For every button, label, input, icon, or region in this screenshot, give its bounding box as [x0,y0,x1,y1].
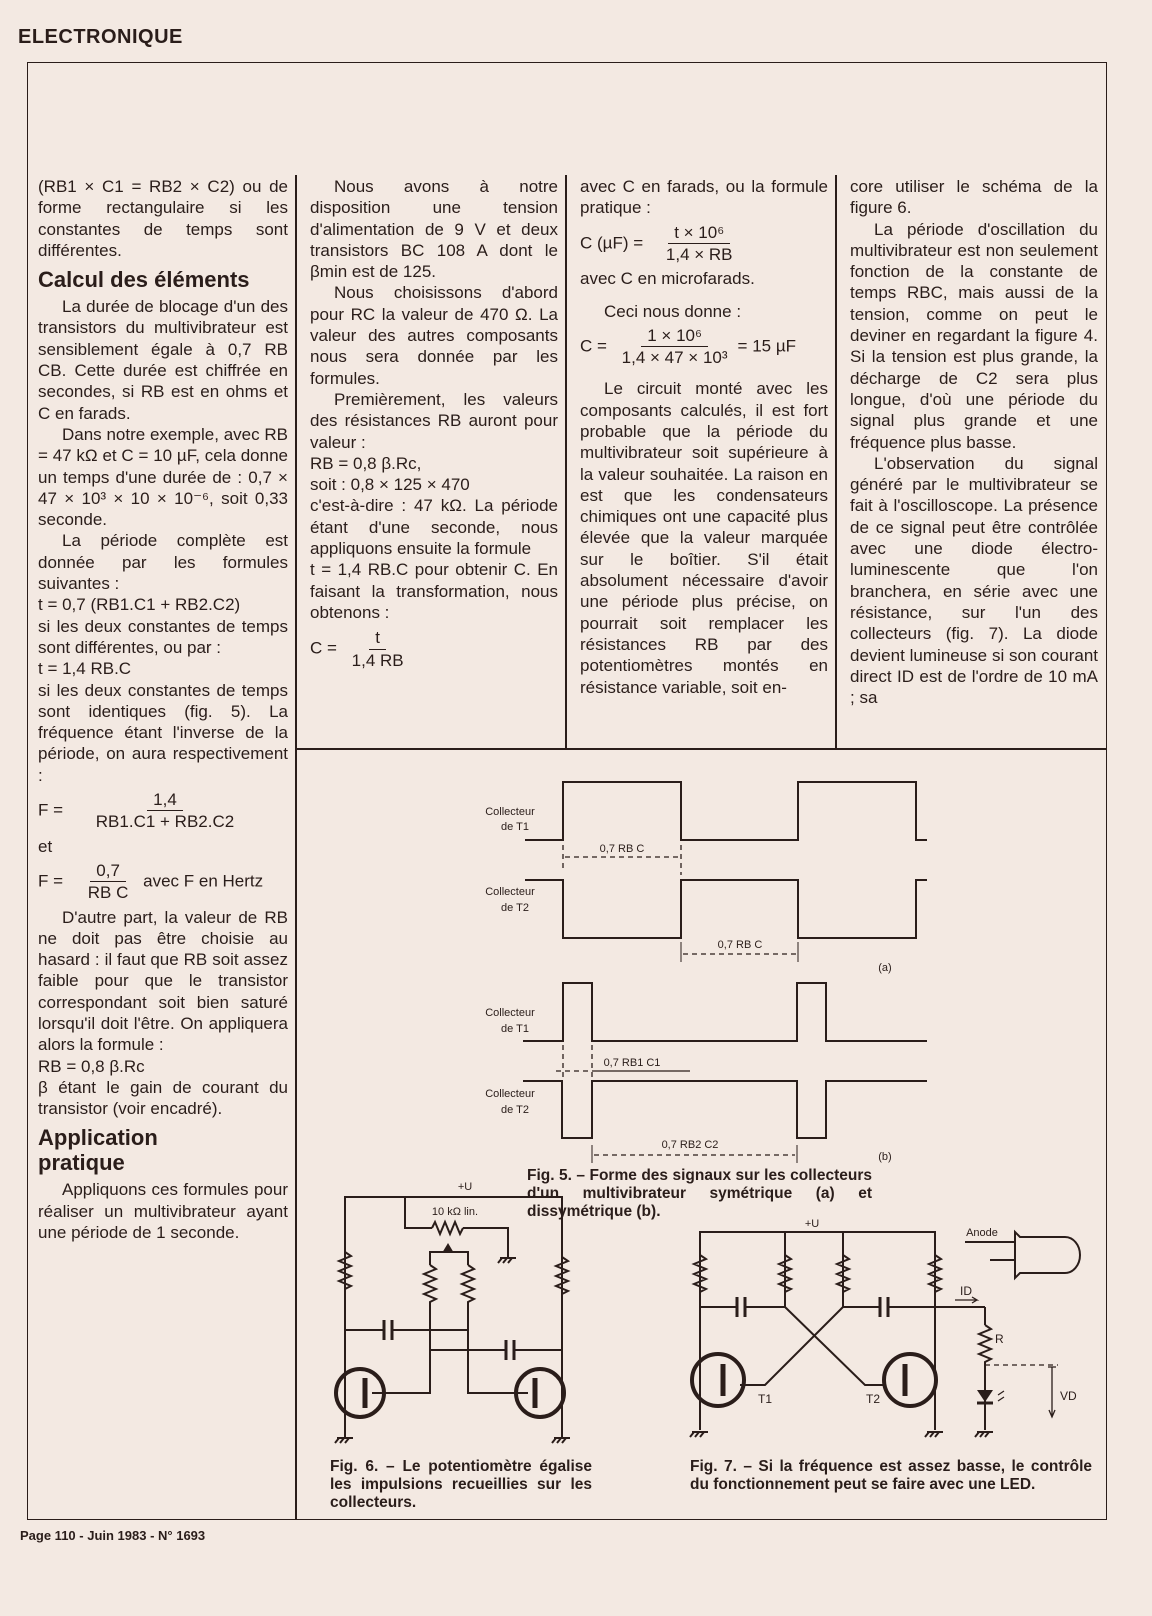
label-collecteur: Collecteur [485,886,535,898]
fig7-caption: Fig. 7. – Si la fréquence est assez basse, le contrôle du fonctionnement peut se faire avec une LED. [690,1458,1092,1493]
numerator: 1,4 [147,789,183,811]
waveform-collector-t2-a [525,880,927,938]
label-duration: 0,7 RB C [599,843,645,855]
fig6-caption: Fig. 6. – Le potentiomètre égalise les impulsions recueillies sur les collecteurs. [330,1458,592,1511]
fig5-waveforms-b [485,983,927,1163]
ground-icon [335,1438,570,1443]
numerator: t [369,627,386,649]
label-id: ID [960,1284,972,1298]
denominator: 1,4 × 47 × 10³ [621,348,728,368]
label-r: R [995,1332,1004,1346]
waveform-collector-t1-a [525,782,927,840]
formula: t = 0,7 (RB1.C1 + RB2.C2) [38,595,241,615]
formula: soit : 0,8 × 125 × 470 [310,475,470,495]
paragraph: avec C en farads, ou la formule pratique : [580,177,828,218]
label-potentiometer: 10 kΩ lin. [431,1206,479,1218]
label-a: (a) [878,962,892,974]
label-duration: 0,7 RB C [717,939,763,951]
waveform-collector-t2-b [523,1081,927,1138]
transistor-icon [884,1354,936,1406]
ground-icon [498,1258,516,1263]
label-t1: de T1 [501,821,529,833]
formula-lhs: F = [38,800,64,820]
label-t1: de T1 [501,1023,529,1035]
numerator: 0,7 [90,860,126,882]
potentiometer-icon [432,1222,463,1234]
paragraph: Ceci nous donne : [604,302,742,322]
paragraph: Le circuit monté avec les composants calculés, il est fort probable que la période du multivibrateur soit supérieure à la valeur souhaitée. La raison en est que les condensateurs chimiques ont une capacité plus élevée que la valeur marquée sur le boîtier. S'il était absolument nécessaire d'avoir une période plus précise, on pourrait soit remplacer les résistances RB par des potentiomètres montés en résistance variable, soit en- [580,379,828,697]
label-duration: 0,7 RB1 C1 [603,1057,661,1069]
ground-icon [690,1432,993,1437]
capacitor-icon [880,1297,888,1317]
formula: t = 1,4 RB.C [38,659,132,679]
formula-lhs: C (µF) = [580,232,644,252]
denominator: RB C [87,883,129,903]
fig7-circuit [690,1218,1080,1437]
denominator: 1,4 RB [351,650,404,670]
fig5-caption: Fig. 5. – Forme des signaux sur les collecteurs d'un multivibrateur symétrique (a) et dissymétrique (b). [527,1167,872,1220]
label-supply: +U [804,1218,820,1230]
denominator: 1,4 × RB [665,244,733,264]
paragraph: avec C en microfarads. [580,269,755,289]
paragraph: Premièrement, les valeurs des résistances RB auront pour valeur : [310,389,558,452]
paragraph: La période complète est donnée par les formules suivantes : [38,531,288,594]
label-collecteur: Collecteur [485,806,535,818]
label-vd: VD [1060,1389,1077,1403]
capacitor-icon [506,1340,514,1360]
waveform-collector-t1-b [523,983,927,1041]
denominator: RB1.C1 + RB2.C2 [95,812,235,832]
label-collecteur: Collecteur [485,1088,535,1100]
resistor-icon [694,1255,941,1292]
label-t2: de T2 [501,1104,529,1116]
resistor-icon [424,1265,474,1372]
capacitor-icon [737,1297,745,1317]
label-b: (b) [878,1151,892,1163]
heading-calcul: Calcul des éléments [38,267,250,293]
label-t2: de T2 [501,902,529,914]
paragraph: si les deux constantes de temps sont différentes, ou par : [38,616,288,657]
paragraph: β étant le gain de courant du transistor (voir encadré). [38,1077,288,1119]
formula-lhs: C = [580,336,607,356]
paragraph: si les deux constantes de temps sont identiques (fig. 5). La fréquence étant l'inverse de la période, on aura respectivement : [38,680,288,785]
formula: RB = 0,8 β.Rc, [310,453,422,473]
formula-lhs: F = [38,871,64,891]
led-icon [977,1390,993,1402]
text-et: et [38,836,53,856]
page-footer: Page 110 - Juin 1983 - N° 1693 [20,1528,206,1543]
paragraph: Appliquons ces formules pour réaliser un multivibrateur ayant une période de 1 seconde. [38,1180,288,1243]
formula-result-value: = 15 µF [737,336,797,356]
paragraph: core utiliser le schéma de la figure 6. [850,177,1098,218]
paragraph: t = 1,4 RB.C pour obtenir C. En faisant la transformation, nous obtenons : [310,560,558,622]
label-anode: Anode [966,1227,998,1239]
label-t1: T1 [758,1392,773,1406]
capacitor-icon [384,1320,392,1340]
label-t2: T2 [866,1392,881,1406]
label-duration: 0,7 RB2 C2 [661,1139,719,1151]
fig5-waveforms-a [485,782,927,974]
paragraph: Dans notre exemple, avec RB = 47 kΩ et C = 10 µF, cela donne un temps d'une durée de : 0,7 × 47 × 10³ × 10 × 10⁻⁶, soit 0,33 seconde. [38,424,288,530]
numerator: t × 10⁶ [668,222,730,244]
paragraph: (RB1 × C1 = RB2 × C2) ou de forme rectangulaire si les constantes de temps sont différentes. [38,177,288,260]
paragraph: c'est-à-dire : 47 kΩ. La période étant d'une seconde, nous appliquons ensuite la formule [310,496,558,559]
section-header: ELECTRONIQUE [18,26,183,48]
numerator: 1 × 10⁶ [641,325,708,347]
label-supply: +U [457,1181,473,1193]
paragraph: Nous choisissons d'abord pour RC la valeur de 470 Ω. La valeur des autres composants nous sera donnée par les formules. [310,283,558,388]
formula-note: avec F en Hertz [143,871,264,891]
formula-lhs: C = [310,638,337,658]
formula: RB = 0,8 β.Rc [38,1056,145,1076]
paragraph: La durée de blocage d'un des transistors du multivibrateur est sensiblement égale à 0,7 RB CB. Cette durée est chiffrée en secondes, si RB est en ohms et C en farads. [38,297,288,423]
paragraph: L'observation du signal généré par le multivibrateur se fait à l'oscilloscope. La présence de ce signal peut être contrôlée avec une diode électro-luminescente que l'on branchera, en série avec une résistance, sur l'un des collecteurs (fig. 7). La diode devient lumineuse si son courant direct ID est de l'ordre de 10 mA ; sa [850,453,1098,708]
paragraph: La période d'oscillation du multivibrateur est non seulement fonction de la constante de temps RBC, mais aussi de la tension, comme on peut le deviner en regardant la figure 4. Si la tension est plus grande, la décharge de C2 sera plus longue, d'où une période du signal plus grande et une fréquence plus basse. [850,219,1098,452]
voltage-arrow-icon [1048,1367,1056,1417]
paragraph: Nous avons à notre disposition une tension d'alimentation de 9 V et deux transistors BC 108 A dont le βmin est de 125. [310,177,558,282]
paragraph: D'autre part, la valeur de RB ne doit pas être choisie au hasard : il faut que RB soit assez faible pour que le transistor correspondant soit bien saturé lorsqu'il doit l'être. On appliquera alors la formule : [38,907,288,1055]
heading-application: Application pratique [38,1125,158,1176]
label-collecteur: Collecteur [485,1007,535,1019]
